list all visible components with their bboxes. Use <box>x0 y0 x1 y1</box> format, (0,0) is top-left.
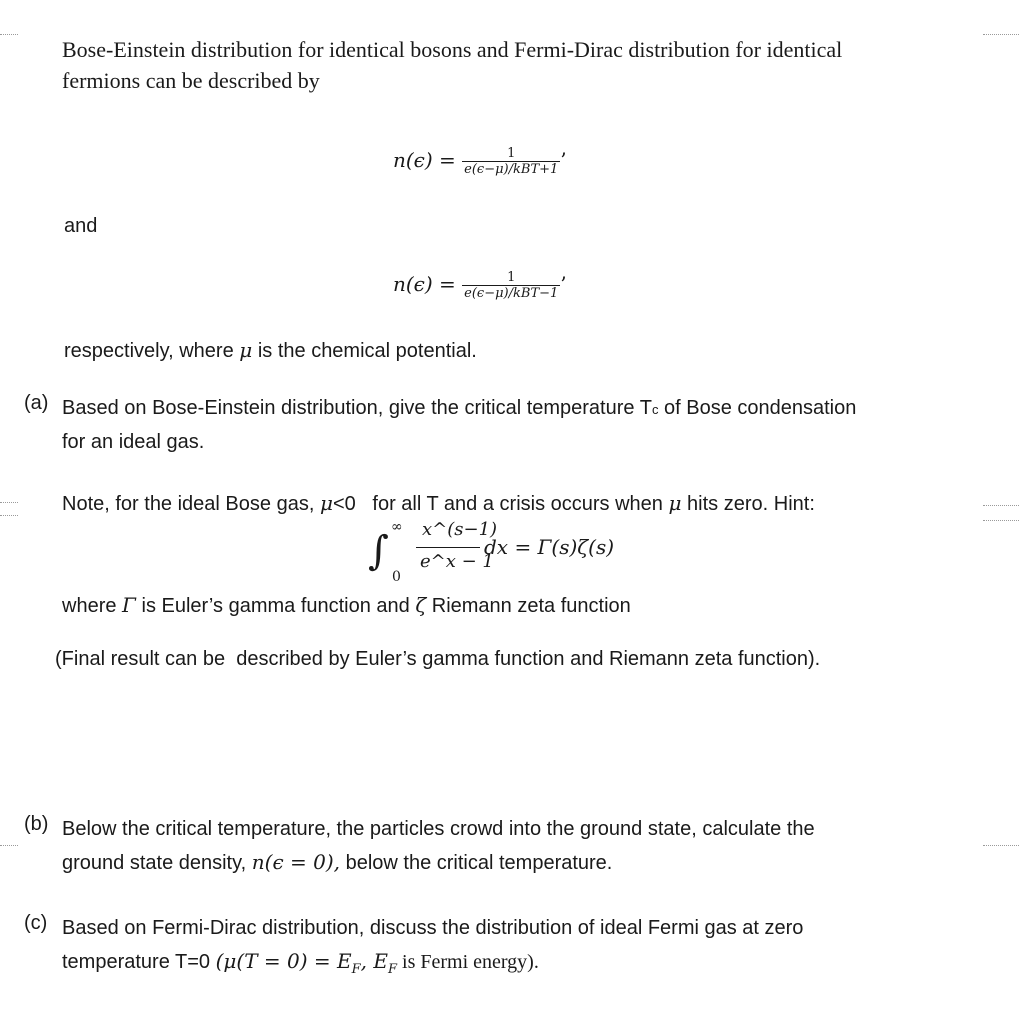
where-text-3: Riemann zeta function <box>431 595 631 617</box>
part-a-line-1-text: Based on Bose-Einstein distribution, give the critical temperature T <box>62 397 652 419</box>
part-b-line-2-text: ground state density, <box>62 852 247 874</box>
and-word: and <box>64 215 98 237</box>
margin-mark <box>983 845 1019 846</box>
part-b-marker: (b) <box>24 813 49 835</box>
fraction-numerator: 1 <box>507 270 516 285</box>
part-a-text <box>62 392 856 459</box>
integral-fraction-bar <box>416 547 480 548</box>
part-c-line-1: Based on Fermi-Dirac distribution, discuss the distribution of ideal Fermi gas at zero <box>62 917 804 939</box>
integral-numerator: x^(s−1) <box>422 519 498 540</box>
equation-bose-einstein <box>393 270 567 301</box>
equation-trail: ’ <box>560 272 567 296</box>
integral-rhs: dx = Γ(s)ζ(s) <box>484 535 615 559</box>
final-result-note: (Final result can be described by Euler’s gamma function and Riemann zeta function). <box>55 648 821 670</box>
part-b-line-2 <box>62 846 815 880</box>
integral-lower-limit: 0 <box>392 569 401 585</box>
integral-denominator: e^x − 1 <box>420 551 494 572</box>
intro-line-1: Bose-Einstein distribution for identical bosons and Fermi-Dirac distribution for identical <box>62 37 843 62</box>
part-c-text <box>62 912 803 986</box>
subscript-f: F <box>351 962 361 977</box>
equation-fraction <box>462 270 560 301</box>
intro-paragraph <box>62 34 842 96</box>
note-text-2: <0 for all T and a crisis occurs when <box>332 493 663 515</box>
margin-mark <box>0 845 18 846</box>
fraction-numerator: 1 <box>507 146 516 161</box>
part-c-line-2 <box>62 945 803 986</box>
note-text-3: hits zero. Hint: <box>687 493 815 515</box>
note-line <box>62 491 815 516</box>
part-a-line-1 <box>62 392 856 426</box>
intro-line-2: fermions can be described by <box>62 68 320 93</box>
gamma-symbol: Γ <box>122 593 136 617</box>
mu-symbol: μ <box>668 491 682 515</box>
zeta-symbol: ζ <box>415 593 427 617</box>
part-a-line-2: for an ideal gas. <box>62 431 205 453</box>
subscript-c: c <box>651 402 659 417</box>
equation-lhs: n(ϵ) = <box>393 272 456 296</box>
subscript-f: F <box>387 962 398 977</box>
fermi-expr-part-1: (μ(T = 0) = E <box>215 949 352 973</box>
respectively-text: respectively, where <box>64 340 234 362</box>
equation-fraction <box>462 146 560 177</box>
margin-mark <box>983 34 1019 35</box>
equation-trail: ’ <box>560 148 567 172</box>
part-a-marker: (a) <box>24 392 49 414</box>
ground-state-density-expr: n(ϵ = 0), <box>251 850 341 874</box>
equation-lhs: n(ϵ) = <box>393 148 456 172</box>
part-b-line-2-end: below the critical temperature. <box>345 852 613 874</box>
part-b-line-1: Below the critical temperature, the particles crowd into the ground state, calculate the <box>62 818 815 840</box>
part-c-line-2-end: is Fermi energy). <box>397 951 539 973</box>
equation-fermi-dirac <box>393 146 567 177</box>
where-text-2: is Euler’s gamma function and <box>141 595 410 617</box>
fermi-expr-part-2: , E <box>360 949 388 973</box>
part-a-line-1-end: of Bose condensation <box>658 397 857 419</box>
fermi-energy-expr <box>215 949 398 977</box>
fraction-denominator: e(ϵ−μ)/kBT+1 <box>464 162 559 177</box>
note-text-1: Note, for the ideal Bose gas, <box>62 493 315 515</box>
margin-mark <box>0 34 18 35</box>
respectively-text-end: is the chemical potential. <box>257 340 477 362</box>
mu-symbol: μ <box>319 491 333 515</box>
margin-mark <box>0 502 18 503</box>
margin-mark <box>983 505 1019 506</box>
where-line <box>62 593 631 618</box>
integral-upper-limit: ∞ <box>391 519 403 535</box>
fraction-denominator: e(ϵ−μ)/kBT−1 <box>464 286 559 301</box>
margin-mark <box>983 520 1019 521</box>
integral-formula <box>368 517 668 589</box>
integral-sign: ∫ <box>368 528 389 574</box>
mu-symbol: μ <box>239 338 253 362</box>
part-c-line-2-text: temperature T=0 <box>62 951 211 973</box>
margin-mark <box>0 515 18 516</box>
where-text-1: where <box>62 595 117 617</box>
part-b-text <box>62 813 815 880</box>
part-c-marker: (c) <box>24 912 48 934</box>
respectively-line <box>64 338 477 363</box>
